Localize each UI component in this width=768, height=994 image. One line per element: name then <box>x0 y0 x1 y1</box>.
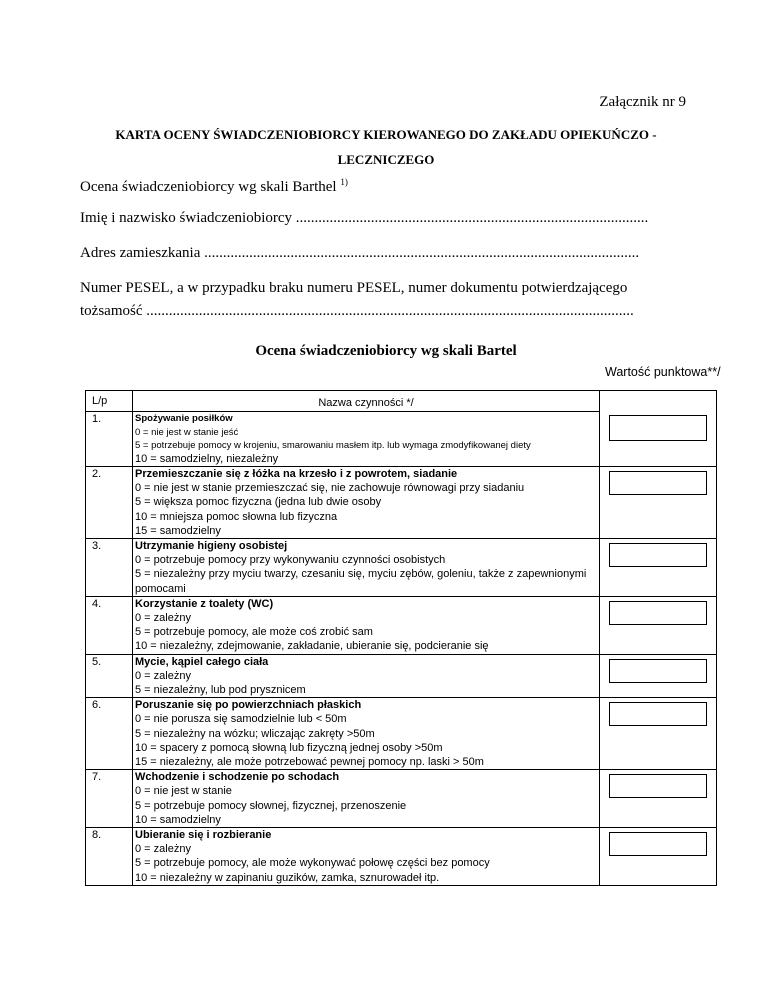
footnote-marker: 1) <box>340 177 348 187</box>
score-option: 5 = niezależny na wózku; wliczając zakręty >50m <box>135 727 375 740</box>
row-number: 1. <box>86 411 133 466</box>
activity-title: Przemieszczanie się z łóżka na krzesło i z powrotem, siadanie <box>135 467 458 480</box>
score-option: 5 = niezależny, lub pod prysznicem <box>135 683 306 696</box>
score-option: 0 = potrzebuje pomocy przy wykonywaniu czynności osobistych <box>135 554 446 567</box>
points-input-box[interactable] <box>609 774 707 798</box>
points-input-box[interactable] <box>609 471 707 495</box>
score-option: 5 = potrzebuje pomocy w krojeniu, smarowaniu masłem itp. lub wymaga zmodyfikowanej diety <box>135 439 531 451</box>
activity-title: Wchodzenie i schodzenie po schodach <box>135 771 340 784</box>
row-number: 5. <box>86 654 133 698</box>
address-field[interactable]: Adres zamieszkania .................................................................................................................... <box>80 245 640 261</box>
score-option: 10 = mniejsza pomoc słowna lub fizyczna <box>135 510 338 523</box>
score-option: 5 = potrzebuje pomocy, ale może wykonywać połowę części bez pomocy <box>135 857 490 870</box>
rating-scale-text: Ocena świadczeniobiorcy wg skali Barthel <box>80 179 337 195</box>
table-row <box>86 654 717 698</box>
points-cell <box>600 411 717 466</box>
lp-header-cell <box>86 391 133 412</box>
points-cell <box>600 698 717 770</box>
row-number: 4. <box>86 596 133 654</box>
activity-description <box>133 466 600 538</box>
activity-description <box>133 698 600 770</box>
patient-name-field[interactable]: Imię i nazwisko świadczeniobiorcy .............................................................................................. <box>80 210 649 226</box>
points-input-box[interactable] <box>609 832 707 856</box>
table-row <box>86 770 717 828</box>
pesel-label: Numer PESEL, a w przypadku braku numeru PESEL, numer dokumentu potwierdzającego <box>80 280 628 296</box>
row-number: 2. <box>86 466 133 538</box>
activity-title: Mycie, kąpiel całego ciała <box>135 655 269 668</box>
identity-field[interactable]: tożsamość .................................................................................................................................. <box>80 303 634 319</box>
table-title: Ocena świadczeniobiorcy wg skali Bartel <box>255 343 517 359</box>
row-number: 8. <box>86 827 133 885</box>
points-cell <box>600 596 717 654</box>
score-option: 5 = potrzebuje pomocy, ale może coś zrobić sam <box>135 626 373 639</box>
score-option: 15 = samodzielny <box>135 524 221 537</box>
score-option: 5 = większa pomoc fizyczna (jedna lub dwie osoby <box>135 496 382 509</box>
points-cell <box>600 827 717 885</box>
row-number: 3. <box>86 538 133 596</box>
score-option: 10 = niezależny, zdejmowanie, zakładanie, ubieranie się, podcieranie się <box>135 640 489 653</box>
points-cell <box>600 466 717 538</box>
score-option: 10 = samodzielny <box>135 813 221 826</box>
row-number: 7. <box>86 770 133 828</box>
score-option: 0 = zależny <box>135 611 191 624</box>
score-option: 10 = spacery z pomocą słowną lub fizyczną jednej osoby >50m <box>135 741 443 754</box>
activity-description <box>133 411 600 466</box>
barthel-table <box>85 390 717 886</box>
name-header: Nazwa czynności */ <box>318 397 414 409</box>
score-option: 5 = potrzebuje pomocy słownej, fizycznej, przenoszenie <box>135 799 407 812</box>
points-header-cell <box>600 391 717 412</box>
points-input-box[interactable] <box>609 415 707 441</box>
points-cell <box>600 770 717 828</box>
activity-description <box>133 770 600 828</box>
score-option: 0 = nie jest w stanie przemieszczać się, nie zachowuje równowagi przy siadaniu <box>135 482 525 495</box>
table-row <box>86 596 717 654</box>
score-option: 10 = niezależny w zapinaniu guzików, zamka, sznurowadeł itp. <box>135 871 440 884</box>
table-row <box>86 698 717 770</box>
points-input-box[interactable] <box>609 601 707 625</box>
activity-title: Ubieranie się i rozbieranie <box>135 828 272 841</box>
name-header-cell <box>133 391 600 412</box>
activity-description <box>133 596 600 654</box>
activity-title: Poruszanie się po powierzchniach płaskich <box>135 699 362 712</box>
points-input-box[interactable] <box>609 543 707 567</box>
score-option: 0 = zależny <box>135 669 191 682</box>
lp-header: L/p <box>92 395 108 407</box>
score-option: 5 = niezależny przy myciu twarzy, czesaniu się, myciu zębów, goleniu, także z zapewnionymi pomocami <box>135 568 587 595</box>
table-header-row <box>86 391 717 412</box>
score-option: 0 = nie jest w stanie jeść <box>135 426 239 438</box>
document-title: KARTA OCENY ŚWIADCZENIOBIORCY KIEROWANEGO DO ZAKŁADU OPIEKUŃCZO - LECZNICZEGO <box>115 127 657 167</box>
table-row <box>86 411 717 466</box>
activity-description <box>133 827 600 885</box>
score-option: 0 = zależny <box>135 843 191 856</box>
activity-title: Utrzymanie higieny osobistej <box>135 539 288 552</box>
annex-label: Załącznik nr 9 <box>599 94 686 110</box>
activity-description <box>133 538 600 596</box>
points-cell <box>600 654 717 698</box>
table-body <box>86 411 717 885</box>
points-column-header: Wartość punktowa**/ <box>605 365 721 379</box>
activity-title: Spożywanie posiłków <box>135 412 233 424</box>
table-row <box>86 466 717 538</box>
points-input-box[interactable] <box>609 659 707 683</box>
points-input-box[interactable] <box>609 702 707 726</box>
score-option: 15 = niezależny, ale może potrzebować pewnej pomocy np. laski > 50m <box>135 755 484 768</box>
rating-scale-label <box>80 177 348 196</box>
score-option: 10 = samodzielny, niezależny <box>135 452 279 465</box>
table-row <box>86 827 717 885</box>
score-option: 0 = nie jest w stanie <box>135 785 232 798</box>
points-cell <box>600 538 717 596</box>
activity-title: Korzystanie z toalety (WC) <box>135 597 274 610</box>
row-number: 6. <box>86 698 133 770</box>
score-option: 0 = nie porusza się samodzielnie lub < 50m <box>135 713 347 726</box>
table-row <box>86 538 717 596</box>
activity-description <box>133 654 600 698</box>
